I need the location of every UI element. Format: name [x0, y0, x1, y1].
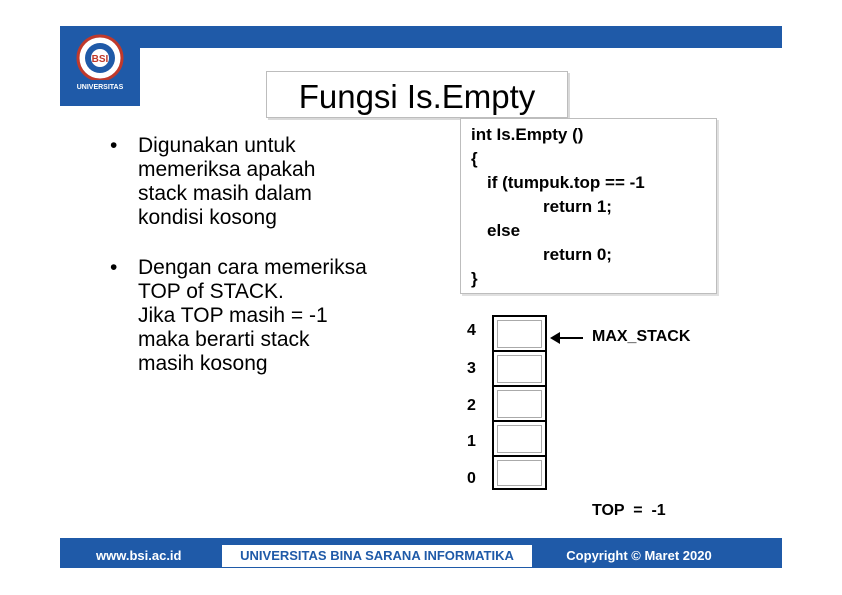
code-line: else: [487, 221, 521, 240]
bullet-dot: •: [110, 134, 118, 157]
code-line: return 1;: [543, 197, 612, 216]
max-stack-label: MAX_STACK: [592, 328, 691, 345]
code-box: [460, 118, 717, 294]
stack-index-1: 1: [467, 433, 476, 450]
logo-text: UNIVERSITAS: [76, 84, 124, 91]
stack-cell: [492, 350, 547, 385]
title-box: [266, 71, 568, 118]
stack-cell: [492, 315, 547, 350]
bullet-dot: •: [110, 256, 118, 279]
footer-website: www.bsi.ac.id: [70, 545, 220, 567]
bullet-list: [110, 134, 430, 402]
code-line: if (tumpuk.top == -1: [487, 173, 645, 192]
bullet-line: kondisi kosong: [138, 206, 277, 229]
stack-cell: [492, 385, 547, 420]
code-line: int Is.Empty (): [471, 125, 584, 144]
svg-text:BSI: BSI: [91, 54, 109, 65]
bullet-line: memeriksa apakah: [138, 158, 316, 181]
bullet-line: masih kosong: [138, 352, 268, 375]
page-title: Fungsi Is.Empty: [298, 78, 536, 115]
university-logo: [68, 32, 132, 96]
bullet-item-1: [110, 134, 430, 230]
bullet-line: TOP of STACK.: [138, 280, 284, 303]
code-line: {: [471, 149, 478, 168]
bullet-line: stack masih dalam: [138, 182, 312, 205]
stack-index-3: 3: [467, 360, 476, 377]
stack-diagram: [492, 315, 547, 490]
header-bar: [60, 26, 782, 48]
footer-copyright: Copyright © Maret 2020: [566, 548, 712, 563]
bullet-line: Digunakan untuk: [138, 134, 296, 157]
stack-index-4: 4: [467, 322, 476, 339]
stack-index-0: 0: [467, 470, 476, 487]
arrow-shaft: [553, 337, 583, 339]
top-value-label: TOP = -1: [592, 502, 666, 519]
bullet-line: Dengan cara memeriksa: [138, 256, 367, 279]
stack-cell: [492, 420, 547, 455]
bullet-line: Jika TOP masih = -1: [138, 304, 328, 327]
stack-index-2: 2: [467, 397, 476, 414]
code-line: return 0;: [543, 245, 612, 264]
bullet-line: maka berarti stack: [138, 328, 310, 351]
bullet-item-2: [110, 256, 430, 376]
code-line: }: [471, 269, 478, 288]
stack-cell: [492, 455, 547, 490]
footer-university-name: UNIVERSITAS BINA SARANA INFORMATIKA: [222, 545, 532, 567]
